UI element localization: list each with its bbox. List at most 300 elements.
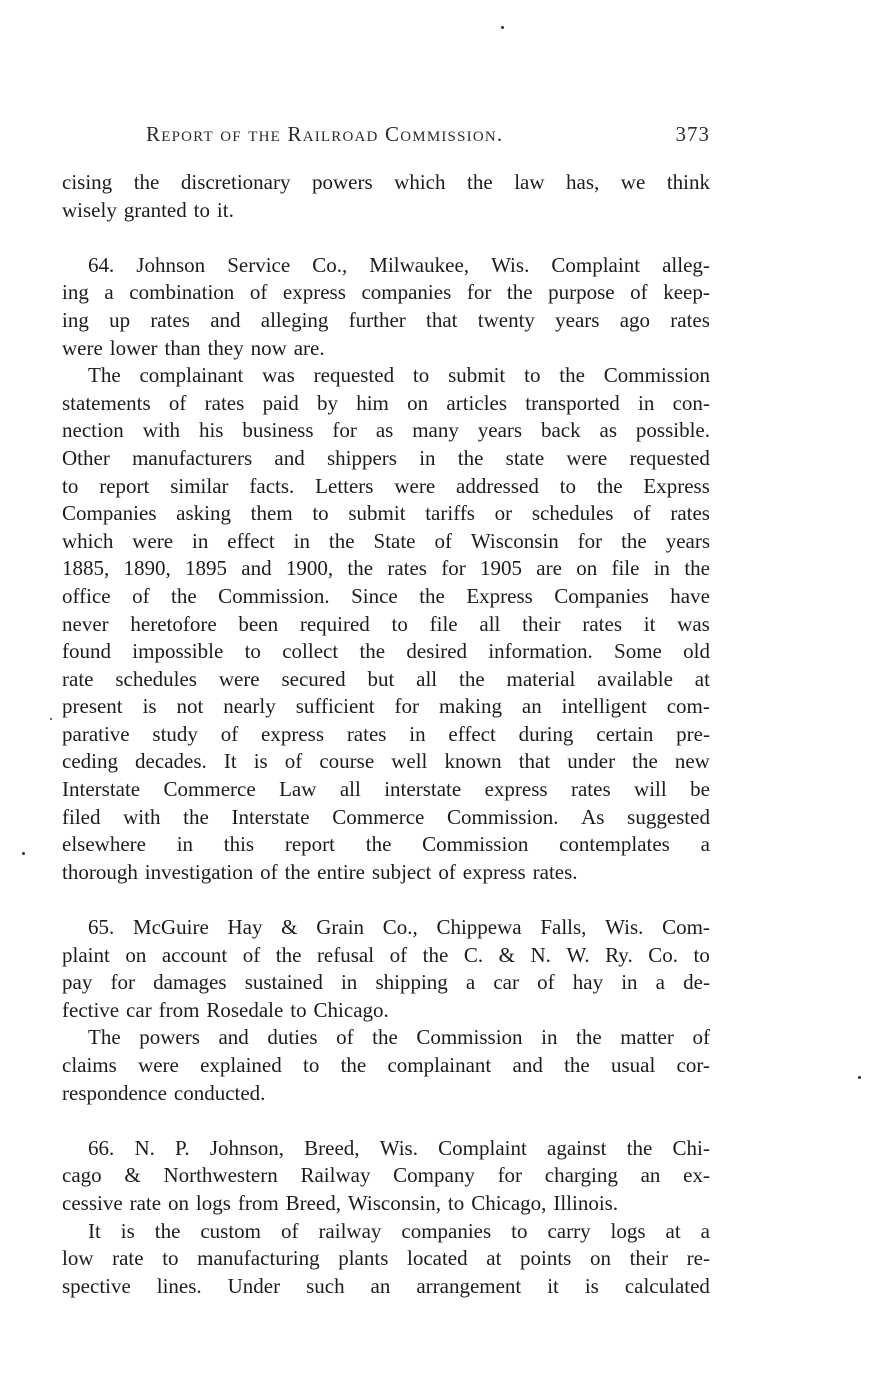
word: Ry.: [605, 942, 633, 967]
word: car: [126, 997, 152, 1022]
word: of: [434, 528, 452, 553]
word: shippers: [326, 445, 397, 470]
word: Company: [393, 1163, 475, 1188]
word: pay: [62, 970, 93, 995]
paragraph: [62, 914, 710, 1024]
word: rate: [129, 1190, 162, 1215]
word: combination: [129, 280, 235, 305]
word: to: [524, 363, 541, 388]
word: contemplates: [559, 832, 670, 857]
text-line: [62, 307, 710, 335]
word: carry: [547, 1218, 591, 1243]
word: decades.: [135, 749, 207, 774]
word: secured: [281, 666, 346, 691]
word: cago: [62, 1163, 102, 1188]
word: of: [692, 1025, 710, 1050]
word: Milwaukee,: [369, 252, 470, 277]
word: not: [176, 694, 204, 719]
word: refusal: [316, 942, 375, 967]
word: the: [347, 556, 374, 581]
word: rate: [112, 1246, 144, 1271]
word: purpose: [548, 280, 615, 305]
word: all: [479, 611, 501, 636]
word: study: [152, 721, 198, 746]
word: for: [441, 556, 466, 581]
text-line: [62, 197, 710, 225]
paragraph: [62, 1135, 710, 1218]
text-line: [62, 473, 710, 501]
word: available: [597, 666, 673, 691]
word: for: [577, 528, 603, 553]
text-line: [62, 859, 710, 887]
word: present: [62, 694, 123, 719]
word: a: [700, 832, 710, 857]
word: all: [339, 777, 361, 802]
word: N.: [530, 942, 551, 967]
word: in: [638, 390, 655, 415]
word: to: [62, 473, 79, 498]
word: Co.: [648, 942, 678, 967]
word: matter: [620, 1025, 674, 1050]
word: the: [422, 942, 449, 967]
word: and: [274, 445, 305, 470]
word: on: [576, 556, 598, 581]
word: it.: [216, 197, 234, 222]
word: nection: [62, 418, 124, 443]
word: lower: [109, 335, 158, 360]
word: in: [176, 832, 194, 857]
word: paid: [262, 390, 299, 415]
word: against: [547, 1135, 607, 1160]
word: W.: [566, 942, 590, 967]
word: located: [407, 1246, 468, 1271]
word: twenty: [477, 307, 535, 332]
word: in: [409, 721, 426, 746]
word: required: [299, 611, 370, 636]
word: back: [540, 418, 581, 443]
word: Companies: [62, 501, 157, 526]
text-line: [62, 555, 710, 583]
word: of: [633, 501, 651, 526]
word: collect: [282, 639, 339, 664]
word: information.: [488, 639, 593, 664]
word: of: [537, 970, 555, 995]
text-line: [62, 638, 710, 666]
word: charging: [544, 1163, 618, 1188]
word: Commission.: [447, 804, 559, 829]
word: under: [567, 749, 616, 774]
word: the: [564, 1053, 590, 1077]
word: submit: [448, 363, 506, 388]
word: state: [505, 445, 545, 470]
scan-speck: [50, 718, 52, 720]
text-line: [62, 804, 710, 832]
word: Letters: [315, 473, 374, 498]
word: suggested: [627, 804, 710, 829]
word: Express: [643, 473, 710, 498]
word: for: [110, 970, 135, 995]
text-line: [62, 748, 710, 776]
word: complainant: [387, 1053, 492, 1077]
text-line: [62, 335, 710, 363]
word: for: [466, 280, 492, 305]
word: 1890,: [123, 556, 171, 581]
text-line: [62, 942, 710, 970]
word: Railway: [300, 1163, 371, 1188]
word: points: [520, 1246, 572, 1271]
word: nearly: [223, 694, 276, 719]
word: Illinois.: [553, 1190, 619, 1215]
body-text: [62, 169, 710, 1300]
word: or: [494, 501, 513, 526]
word: P.: [175, 1135, 190, 1160]
word: logs: [195, 1190, 231, 1215]
word: of: [132, 583, 150, 608]
word: the: [506, 280, 533, 305]
word: con-: [672, 390, 710, 415]
word: rates: [570, 777, 611, 802]
word: business: [242, 418, 314, 443]
word: Chicago,: [471, 1190, 547, 1215]
word: as: [375, 418, 394, 443]
word: been: [238, 611, 279, 636]
word: alleg-: [662, 252, 710, 277]
word: 1905: [480, 556, 523, 581]
word: rates: [670, 501, 710, 526]
text-line: [62, 583, 710, 611]
word: in: [192, 528, 209, 553]
word: is: [120, 1218, 135, 1243]
word: the: [621, 528, 647, 553]
word: we: [620, 170, 646, 194]
word: damages: [153, 970, 227, 995]
word: Complaint: [438, 1135, 527, 1160]
word: explained: [200, 1053, 282, 1077]
word: that: [426, 307, 458, 332]
word: plants: [338, 1246, 389, 1271]
paragraph-gap: [62, 224, 710, 252]
word: impossible: [132, 639, 224, 664]
word: &: [281, 915, 298, 940]
word: the: [133, 170, 160, 194]
word: by: [316, 390, 338, 415]
word: lines.: [156, 1273, 202, 1298]
word: were: [394, 473, 436, 498]
word: Wis.: [605, 915, 644, 940]
word: is: [253, 749, 268, 774]
text-line: [62, 1245, 710, 1273]
word: to: [693, 942, 710, 967]
text-line: [62, 693, 710, 721]
word: in: [621, 970, 638, 995]
word: rates: [150, 307, 190, 332]
word: all: [416, 666, 438, 691]
word: complainant: [139, 363, 244, 388]
word: Falls,: [540, 915, 587, 940]
word: of: [168, 390, 187, 415]
word: office: [62, 583, 111, 608]
word: 66.: [88, 1135, 115, 1160]
word: discretionary: [180, 170, 291, 194]
text-line: [62, 417, 710, 445]
word: further: [348, 307, 406, 332]
word: of: [336, 1025, 354, 1050]
word: think: [666, 170, 710, 194]
word: were: [566, 445, 608, 470]
word: but: [367, 666, 395, 691]
page-number: 373: [675, 122, 710, 146]
word: Law: [279, 777, 317, 802]
word: to: [391, 611, 408, 636]
word: Chi-: [672, 1135, 710, 1160]
word: on: [167, 1190, 189, 1215]
word: years: [555, 307, 600, 332]
word: in: [419, 445, 436, 470]
word: at: [486, 1246, 502, 1271]
word: and: [218, 1025, 249, 1050]
word: a: [465, 970, 476, 995]
scan-speck: [22, 852, 25, 855]
word: during: [518, 721, 574, 746]
text-line: [62, 1024, 710, 1052]
word: Under: [227, 1273, 281, 1298]
word: 64.: [88, 252, 115, 277]
word: re-: [686, 1246, 710, 1271]
word: as: [599, 418, 617, 443]
word: file: [611, 556, 640, 581]
word: on: [407, 390, 429, 415]
word: alleging: [260, 307, 329, 332]
word: ago: [619, 307, 651, 332]
word: material: [506, 666, 576, 691]
word: claims: [62, 1053, 117, 1077]
text-line: [62, 1218, 710, 1246]
text-line: [62, 252, 710, 280]
word: Chicago.: [313, 997, 389, 1022]
word: Since: [351, 583, 398, 608]
paragraph: [62, 1218, 710, 1301]
word: manufacturing: [197, 1246, 320, 1271]
word: companies: [401, 1218, 492, 1243]
word: course: [319, 749, 375, 774]
word: was: [262, 363, 295, 388]
word: powers: [312, 170, 373, 194]
word: requested: [629, 445, 710, 470]
word: the: [372, 1025, 398, 1050]
text-line: [62, 776, 710, 804]
word: rates: [204, 390, 245, 415]
word: such: [306, 1273, 345, 1298]
word: a: [700, 1218, 710, 1243]
word: requested: [313, 363, 395, 388]
word: McGuire: [132, 915, 209, 940]
word: possible.: [635, 418, 710, 443]
word: sufficient: [295, 694, 375, 719]
word: well: [391, 749, 428, 774]
word: Breed,: [304, 1135, 360, 1160]
word: it: [643, 611, 656, 636]
word: an: [521, 694, 542, 719]
word: the: [171, 583, 197, 608]
text-line: [62, 528, 710, 556]
word: heretofore: [130, 611, 217, 636]
word: railway: [318, 1218, 382, 1243]
word: known: [444, 749, 502, 774]
word: car: [493, 970, 519, 995]
word: to: [412, 363, 430, 388]
word: Complaint: [551, 252, 641, 277]
word: the: [284, 859, 311, 884]
word: Chippewa: [436, 915, 522, 940]
word: now: [250, 335, 287, 360]
word: will: [634, 777, 667, 802]
word: The: [88, 1025, 121, 1050]
paragraph-gap: [62, 1107, 710, 1135]
word: the: [596, 473, 623, 498]
word: to: [312, 501, 329, 526]
word: cor-: [676, 1053, 710, 1077]
word: The: [88, 363, 121, 388]
word: duties: [267, 1025, 318, 1050]
word: a: [655, 970, 665, 995]
word: was: [677, 611, 710, 636]
word: facts.: [249, 473, 295, 498]
word: entire: [317, 859, 365, 884]
word: 65.: [88, 915, 115, 940]
word: schedules: [531, 501, 614, 526]
text-line: [62, 831, 710, 859]
word: and: [210, 307, 241, 332]
word: them: [250, 501, 293, 526]
word: &: [498, 942, 515, 967]
word: account: [161, 942, 228, 967]
word: C.: [463, 942, 484, 967]
word: ex-: [683, 1163, 710, 1188]
word: of: [630, 280, 648, 305]
word: &: [124, 1163, 141, 1188]
word: Interstate: [231, 804, 310, 829]
word: to: [302, 1053, 320, 1077]
word: manufacturers: [132, 445, 253, 470]
word: Interstate: [62, 777, 141, 802]
text-line: [62, 1052, 710, 1080]
word: with: [142, 418, 181, 443]
word: up: [109, 307, 131, 332]
word: 1895: [185, 556, 228, 581]
word: making: [438, 694, 502, 719]
word: Rosedale: [206, 997, 284, 1022]
word: report: [99, 473, 150, 498]
text-line: [62, 390, 710, 418]
word: rates: [670, 307, 710, 332]
word: the: [328, 528, 355, 553]
word: has,: [566, 170, 600, 194]
word: calculated: [624, 1273, 710, 1298]
word: an: [370, 1273, 391, 1298]
text-line: [62, 500, 710, 528]
paragraph: [62, 169, 710, 224]
word: with: [123, 804, 161, 829]
word: in: [293, 528, 310, 553]
word: companies: [361, 280, 452, 305]
word: statements: [62, 390, 151, 415]
word: logs: [610, 1218, 646, 1243]
word: powers: [139, 1025, 200, 1050]
text-line: [62, 914, 710, 942]
word: for: [497, 1163, 523, 1188]
word: State: [373, 528, 416, 553]
word: Some: [614, 639, 662, 664]
word: ceding: [62, 749, 118, 774]
word: transported: [525, 390, 620, 415]
word: it: [547, 1273, 559, 1298]
word: of: [284, 749, 303, 774]
word: his: [198, 418, 224, 443]
word: were: [138, 1053, 179, 1077]
word: Commerce: [163, 777, 256, 802]
word: sustained: [244, 970, 323, 995]
word: Other: [62, 445, 110, 470]
word: express: [462, 859, 526, 884]
word: cessive: [62, 1190, 123, 1215]
word: found: [62, 639, 111, 664]
word: report: [284, 832, 335, 857]
word: which: [62, 528, 114, 553]
word: an: [640, 1163, 661, 1188]
word: N.: [134, 1135, 155, 1160]
word: keep-: [663, 280, 710, 305]
text-line: [62, 1162, 710, 1190]
word: thorough: [62, 859, 138, 884]
word: be: [690, 777, 710, 802]
word: than: [164, 335, 201, 360]
word: Wisconsin,: [347, 1190, 441, 1215]
word: granted: [123, 197, 187, 222]
text-line: [62, 721, 710, 749]
word: asking: [176, 501, 231, 526]
paragraph: [62, 252, 710, 362]
word: the: [154, 1218, 181, 1243]
word: ing: [62, 280, 89, 305]
word: Breed,: [285, 1190, 341, 1215]
text-line: [62, 666, 710, 694]
word: ing: [62, 307, 89, 332]
word: in: [541, 1025, 558, 1050]
word: are.: [293, 335, 325, 360]
word: parative: [62, 721, 130, 746]
word: to: [511, 1218, 528, 1243]
word: similar: [170, 473, 229, 498]
word: is: [584, 1273, 599, 1298]
word: plaint: [62, 942, 110, 967]
word: of: [249, 280, 268, 305]
word: respondence: [62, 1080, 167, 1105]
word: certain: [596, 721, 654, 746]
word: tariffs: [425, 501, 475, 526]
word: years: [477, 418, 523, 443]
word: Co.,: [312, 252, 348, 277]
word: Commission.: [218, 583, 330, 608]
word: from: [237, 1190, 279, 1215]
word: on: [589, 1246, 611, 1271]
word: for: [332, 418, 357, 443]
word: investigation: [144, 859, 254, 884]
word: never: [62, 611, 109, 636]
word: their: [629, 1246, 669, 1271]
text-line: [62, 169, 710, 197]
word: pre-: [676, 721, 710, 746]
word: for: [394, 694, 420, 719]
